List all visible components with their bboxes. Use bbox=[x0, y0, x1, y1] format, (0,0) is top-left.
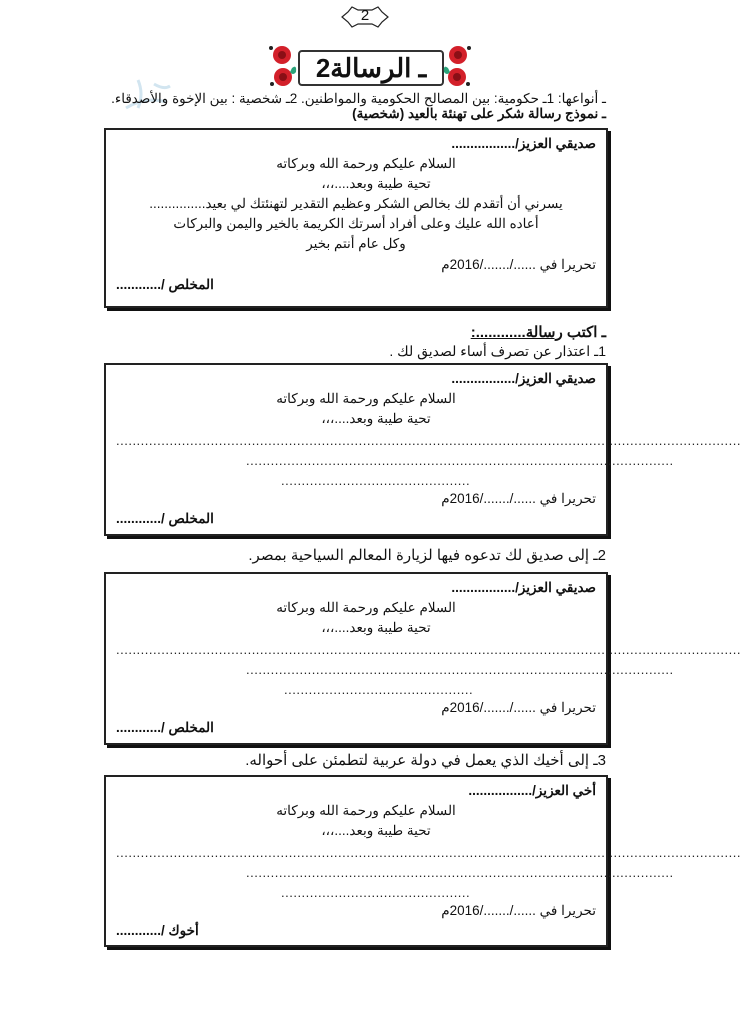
rose-ornament-right bbox=[442, 44, 472, 88]
sample-letter-box bbox=[104, 128, 608, 308]
task-3-prompt: 3ـ إلى أخيك الذي يعمل في دولة عربية لتطمئن على أحواله. bbox=[245, 752, 606, 769]
task-3-greeting-1: السلام عليكم ورحمة الله وبركاته bbox=[276, 803, 456, 818]
task-1-blank-line-3[interactable]: .............................................. bbox=[281, 473, 471, 488]
task-3-salutation: أخي العزيز/................. bbox=[468, 783, 596, 798]
task-1-signature: المخلص /............ bbox=[116, 511, 214, 526]
letter-body-1: يسرني أن أتقدم لك بخالص الشكر وعظيم التقدير لتهنئتك لي بعيد............... bbox=[149, 196, 563, 211]
task-3-blank-line-1[interactable]: ........................................................................................................................................................ bbox=[116, 845, 741, 860]
task-2-signature: المخلص /............ bbox=[116, 720, 214, 735]
task-2-prompt: 2ـ إلى صديق لك تدعوه فيها لزيارة المعالم السياحية بمصر. bbox=[248, 547, 606, 564]
task-3-greeting-2: تحية طيبة وبعد....،،، bbox=[321, 823, 431, 838]
task-3-blank-line-2[interactable]: ........................................................................................................ bbox=[246, 865, 674, 880]
task-1-prompt: 1ـ اعتذار عن تصرف أساء لصديق لك . bbox=[389, 343, 606, 359]
page-title: ـ الرسالة2 bbox=[315, 53, 427, 83]
letter-salutation: صديقي العزيز/................. bbox=[451, 136, 596, 151]
letter-body-2: أعاده الله عليك وعلى أفراد أسرتك الكريمة بالخير واليمن والبركات bbox=[173, 216, 539, 231]
title-frame bbox=[268, 44, 472, 88]
task-2-greeting-1: السلام عليكم ورحمة الله وبركاته bbox=[276, 600, 456, 615]
task-3-date: تحريرا في ....../......./2016م bbox=[441, 903, 596, 918]
task-1-date: تحريرا في ....../......./2016م bbox=[441, 491, 596, 506]
exercise-heading-prefix: ـ اكتب bbox=[562, 324, 606, 341]
task-2-blank-line-3[interactable]: .............................................. bbox=[284, 682, 474, 697]
letter-greeting-2: تحية طيبة وبعد....،،، bbox=[321, 176, 431, 191]
task-2-salutation: صديقي العزيز/................. bbox=[451, 580, 596, 595]
sample-heading: ـ نموذج رسالة شكر على تهنئة بالعيد (شخصية) bbox=[352, 106, 606, 121]
task-1-greeting-1: السلام عليكم ورحمة الله وبركاته bbox=[276, 391, 456, 406]
letter-greeting-1: السلام عليكم ورحمة الله وبركاته bbox=[276, 156, 456, 171]
types-line: ـ أنواعها: 1ـ حكومية: بين المصالح الحكومية والمواطنين. 2ـ شخصية : بين الإخوة والأصدقاء. bbox=[111, 91, 606, 106]
task-1-letter-box[interactable] bbox=[104, 363, 741, 536]
title-box bbox=[298, 50, 444, 86]
task-1-blank-line-1[interactable]: ........................................................................................................................................................ bbox=[116, 433, 741, 448]
task-1-salutation: صديقي العزيز/................. bbox=[451, 371, 596, 386]
letter-body-3: وكل عام أنتم بخير bbox=[306, 236, 406, 251]
page-number-badge bbox=[336, 4, 394, 30]
task-2-blank-line-2[interactable]: ........................................................................................................ bbox=[246, 662, 674, 677]
task-2-blank-line-1[interactable]: ........................................................................................................................................................ bbox=[116, 642, 741, 657]
page-number: 2 bbox=[360, 7, 370, 24]
task-3-letter-box[interactable] bbox=[104, 775, 741, 947]
task-1-greeting-2: تحية طيبة وبعد....،،، bbox=[321, 411, 431, 426]
exercise-heading bbox=[471, 323, 606, 341]
letter-signature: المخلص /............ bbox=[116, 277, 214, 292]
task-3-signature: أخوك /............ bbox=[116, 923, 199, 938]
task-2-letter-box[interactable] bbox=[104, 572, 741, 745]
task-3-blank-line-3[interactable]: .............................................. bbox=[281, 885, 471, 900]
task-2-date: تحريرا في ....../......./2016م bbox=[441, 700, 596, 715]
exercise-heading-blank: رسالة............: bbox=[470, 324, 563, 341]
letter-date: تحريرا في ....../......./2016م bbox=[441, 257, 596, 272]
rose-ornament-left bbox=[268, 44, 298, 88]
task-2-greeting-2: تحية طيبة وبعد....،،، bbox=[321, 620, 431, 635]
task-1-blank-line-2[interactable]: ........................................................................................................ bbox=[246, 453, 674, 468]
